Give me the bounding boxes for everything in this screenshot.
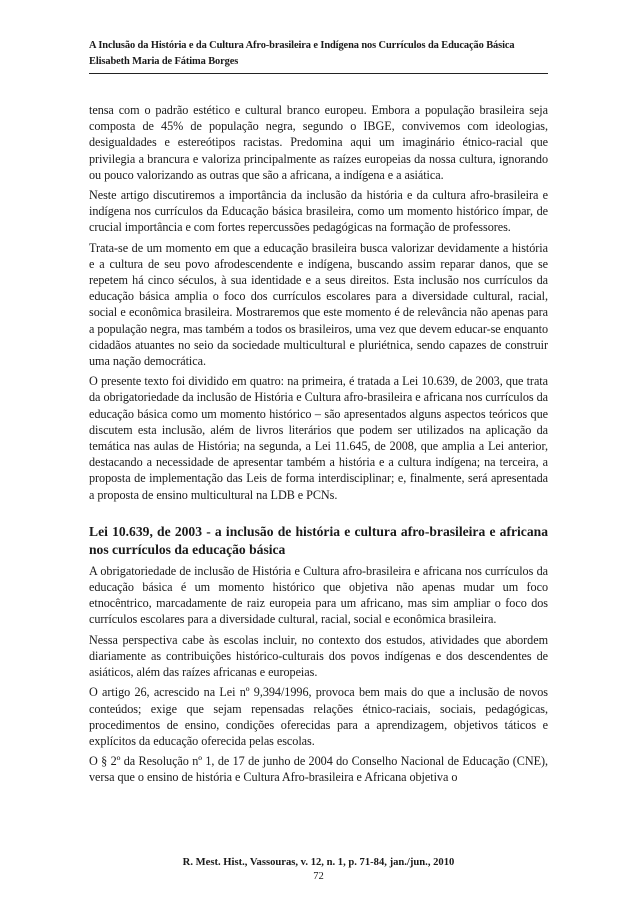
paragraph: O § 2º da Resolução nº 1, de 17 de junho de 2004 do Conselho Nacional de Educação (CNE), versa que o ensino de história e Cultura Afro-brasileira e Africana objetiva o	[89, 754, 548, 785]
section-heading: Lei 10.639, de 2003 - a inclusão de história e cultura afro-brasileira e africana nos currículos da educação básica	[89, 523, 548, 557]
footer-citation: R. Mest. Hist., Vassouras, v. 12, n. 1, p. 71-84, jan./jun., 2010	[182, 857, 455, 868]
header-author: Elisabeth Maria de Fátima Borges	[89, 56, 239, 67]
paragraph: Trata-se de um momento em que a educação brasileira busca valorizar devidamente a história e a cultura de seu povo afrodescendente e indígena, buscando assim reparar danos, que se repetem há cinco séculos, à sua identidade e a seus direitos. Esta inclusão nos currículos da educação básica amplia o foco dos currículos escolares para a diversidade cultural, racial, social e econômica brasileira. Mostraremos que este momento é de relevância não apenas para a população negra, mas também a todos os brasileiros, uma vez que devem educar-se enquanto cidadãos atuantes no seio da sociedade multicultural e pluriétnica, sendo capazes de construir uma nação democrática.	[89, 240, 548, 369]
paragraph: tensa com o padrão estético e cultural branco europeu. Embora a população brasileira seja composta de 45% de população negra, segundo o IBGE, convivemos com ideologias, desigualdades e estereótipos racistas. Predomina aqui um imaginário étnico-racial que privilegia a brancura e valoriza principalmente as raízes europeias da nossa cultura, ignorando ou pouco valorizando as outras que são a africana, a indígena e a asiática.	[89, 103, 548, 182]
paragraph: Nessa perspectiva cabe às escolas incluir, no contexto dos estudos, atividades que abordem diariamente as contribuições histórico-culturais dos povos indígenas e dos descendentes de asiáticos, além das raízes africanas e europeias.	[89, 632, 548, 680]
header-title: A Inclusão da História e da Cultura Afro-brasileira e Indígena nos Currículos da Educação Básica	[89, 40, 515, 51]
document-page	[89, 0, 548, 903]
header-rule	[89, 73, 548, 74]
page-number: 72	[313, 871, 324, 882]
paragraph: A obrigatoriedade de inclusão de História e Cultura afro-brasileira e africana nos currículos da educação básica é um momento histórico que objetiva não apenas mudar um foco etnocêntrico, marcadamente de raiz europeia para um africano, mas sim ampliar o foco dos currículos escolares para a diversidade cultural, racial, social e econômica brasileira.	[89, 563, 548, 627]
running-header	[89, 38, 548, 70]
paragraph: Neste artigo discutiremos a importância da inclusão da história e da cultura afro-brasileira e indígena nos currículos da Educação básica brasileira, como um momento histórico ímpar, de crucial importância e com fortes repercussões pedagógicas na formação de professores.	[89, 188, 548, 235]
paragraph: O presente texto foi dividido em quatro: na primeira, é tratada a Lei 10.639, de 2003, que trata da obrigatoriedade da inclusão de História e Cultura afro-brasileira e africana nos currículos da educação básica como um momento histórico – são apresentados alguns aspectos teóricos que discutem esta inclusão, além de livros literários que podem ser utilizados na aplicação da temática nas aulas de História; na segunda, a Lei 11.645, de 2008, que amplia a Lei anterior, destacando a necessidade de apresentar também a história e a cultura indígena; na terceira, a proposta de implementação das Leis de forma interdisciplinar; e, finalmente, será apresentada a proposta de ensino multicultural na LDB e PCNs.	[89, 374, 548, 502]
paragraph: O artigo 26, acrescido na Lei nº 9,394/1996, provoca bem mais do que a inclusão de novos conteúdos; exige que sejam repensadas relações étnico-raciais, sociais, pedagógicas, procedimentos de ensino, condições oferecidas para a aprendizagem, objetivos táticos e explícitos da educação oferecida pelas escolas.	[89, 685, 548, 748]
article-body	[89, 102, 548, 790]
page-footer	[89, 856, 548, 883]
